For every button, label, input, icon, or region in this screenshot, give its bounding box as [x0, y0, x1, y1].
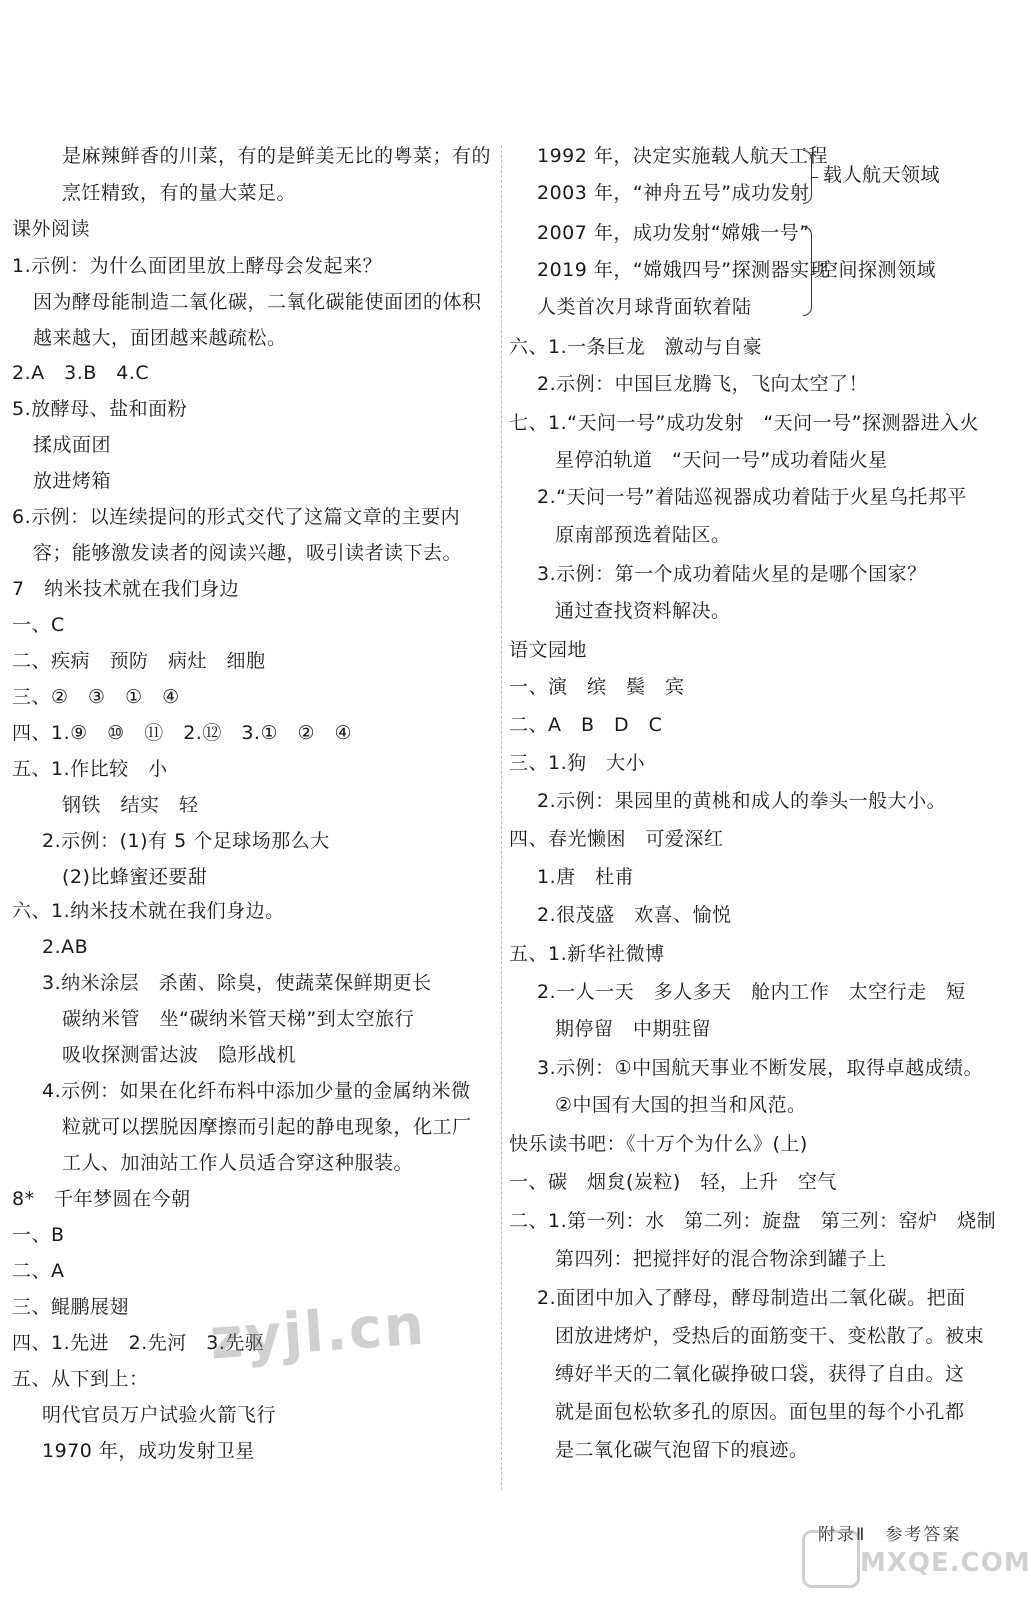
- answer-line: 二、疾病 预防 病灶 细胞: [12, 650, 266, 672]
- column-divider: [501, 145, 502, 1490]
- answer-line: 是二氧化碳气泡留下的痕迹。: [555, 1439, 809, 1461]
- answer-line: 2.AB: [42, 936, 89, 958]
- answer-line: 一、B: [12, 1224, 65, 1246]
- answer-line: 原南部预选着陆区。: [555, 524, 731, 546]
- answer-line: 缚好半天的二氧化碳挣破口袋，获得了自由。这: [555, 1363, 965, 1385]
- timeline-item: 2003 年，“神舟五号”成功发射: [537, 182, 810, 204]
- answer-line: 粒就可以摆脱因摩擦而引起的静电现象，化工厂: [62, 1116, 472, 1138]
- timeline-group-label: 空间探测领域: [819, 259, 937, 281]
- answer-line: 2.面团中加入了酵母，酵母制造出二氧化碳。把面: [537, 1287, 966, 1309]
- answer-line: 因为酵母能制造二氧化碳，二氧化碳能使面团的体积: [33, 291, 482, 313]
- answer-line: 2.“天问一号”着陆巡视器成功着陆于火星乌托邦平: [537, 486, 967, 508]
- answer-line: 一、C: [12, 614, 65, 636]
- answer-line: 四、1.先进 2.先河 3.先驱: [12, 1332, 265, 1354]
- answer-line: 就是面包松软多孔的原因。面包里的每个小孔都: [555, 1401, 965, 1423]
- answer-line: 揉成面团: [33, 434, 112, 456]
- timeline-item: 2019 年，“嫦娥四号”探测器实现: [537, 259, 830, 281]
- answer-line: 2.示例：中国巨龙腾飞，飞向太空了！: [537, 373, 869, 395]
- answer-line: 三、② ③ ① ④: [12, 686, 180, 708]
- answer-line: 六、1.纳米技术就在我们身边。: [12, 900, 285, 922]
- answer-line: 三、1.狗 大小: [509, 752, 646, 774]
- timeline-item: 人类首次月球背面软着陆: [537, 296, 752, 318]
- answer-line: 2.A 3.B 4.C: [12, 362, 150, 384]
- timeline-group-label: 载人航天领域: [823, 164, 941, 186]
- answer-line: 6.示例：以连续提问的形式交代了这篇文章的主要内: [12, 506, 461, 528]
- answer-line: 1970 年，成功发射卫星: [42, 1440, 255, 1462]
- answer-line: 一、碳 烟炱(炭粒) 轻，上升 空气: [509, 1171, 837, 1193]
- answer-line: 期停留 中期驻留: [555, 1018, 712, 1040]
- answer-line: 2.很茂盛 欢喜、愉悦: [537, 904, 732, 926]
- answer-line: 3.示例：①中国航天事业不断发展，取得卓越成绩。: [537, 1057, 984, 1079]
- section-heading: 快乐读书吧：《十万个为什么》(上): [509, 1133, 808, 1155]
- answer-line: 放进烤箱: [33, 470, 112, 492]
- answer-line: 烹饪精致，有的量大菜足。: [62, 182, 297, 204]
- watermark-logo-box: [802, 1530, 860, 1588]
- answer-line: 2.示例：果园里的黄桃和成人的拳头一般大小。: [537, 790, 947, 812]
- page-footer: 附录Ⅱ 参考答案: [818, 1525, 962, 1545]
- answer-line: 星停泊轨道 “天问一号”成功着陆火星: [555, 449, 888, 471]
- answer-line: 五、1.新华社微博: [509, 943, 665, 965]
- answer-line: 吸收探测雷达波 隐形战机: [62, 1044, 297, 1066]
- answer-line: 团放进烤炉，受热后的面筋变干、变松散了。被束: [555, 1325, 985, 1347]
- lesson-title: 7 纳米技术就在我们身边: [12, 578, 240, 600]
- answer-line: 4.示例：如果在化纤布料中添加少量的金属纳米微: [42, 1080, 471, 1102]
- answer-line: 四、1.⑨ ⑩ ⑪ 2.⑫ 3.① ② ④: [12, 722, 353, 744]
- answer-line: 四、春光懒困 可爱深红: [509, 828, 724, 850]
- answer-line: 1.唐 杜甫: [537, 866, 635, 888]
- timeline-item: 1992 年，决定实施载人航天工程: [537, 145, 828, 167]
- answer-line: 5.放酵母、盐和面粉: [12, 398, 188, 420]
- answer-line: 第四列：把搅拌好的混合物涂到罐子上: [555, 1248, 887, 1270]
- answer-line: 越来越大，面团越来越疏松。: [33, 327, 287, 349]
- answer-line: 明代官员万户试验火箭飞行: [42, 1404, 277, 1426]
- answer-line: 三、鲲鹏展翅: [12, 1296, 130, 1318]
- answer-line: 2.一人一天 多人多天 舱内工作 太空行走 短: [537, 981, 966, 1003]
- answer-line: 六、1.一条巨龙 激动与自豪: [509, 336, 763, 358]
- answer-line: 二、1.第一列：水 第二列：旋盘 第三列：窑炉 烧制: [509, 1210, 997, 1232]
- answer-line: 容；能够激发读者的阅读兴趣，吸引读者读下去。: [33, 542, 463, 564]
- answer-line: 是麻辣鲜香的川菜，有的是鲜美无比的粤菜；有的: [62, 145, 492, 167]
- answer-line: 五、从下到上：: [12, 1368, 149, 1390]
- answer-line: 一、演 缤 鬓 宾: [509, 676, 685, 698]
- answer-line: 二、A B D C: [509, 714, 663, 736]
- timeline-item: 2007 年，成功发射“嫦娥一号”: [537, 222, 810, 244]
- lesson-title: 8* 千年梦圆在今朝: [12, 1188, 191, 1210]
- answer-line: 3.纳米涂层 杀菌、除臭，使蔬菜保鲜期更长: [42, 972, 432, 994]
- watermark-mxqe: MXQE.COM: [860, 1548, 1031, 1578]
- answer-line: 二、A: [12, 1260, 65, 1282]
- answer-line: 3.示例：第一个成功着陆火星的是哪个国家？: [537, 563, 927, 585]
- section-heading: 课外阅读: [12, 218, 91, 240]
- answer-line: 工人、加油站工作人员适合穿这种服装。: [62, 1152, 414, 1174]
- answer-line: 五、1.作比较 小: [12, 758, 168, 780]
- answer-line: 通过查找资料解决。: [555, 600, 731, 622]
- brace: [803, 226, 812, 316]
- answer-line: 七、1.“天问一号”成功发射 “天问一号”探测器进入火: [509, 412, 980, 434]
- watermark-zyjl: zyjl.cn: [207, 1292, 428, 1373]
- answer-line: ②中国有大国的担当和风范。: [555, 1094, 807, 1116]
- answer-line: 2.示例：(1)有 5 个足球场那么大: [42, 830, 330, 852]
- answer-line: 1.示例：为什么面团里放上酵母会发起来？: [12, 255, 383, 277]
- answer-line: (2)比蜂蜜还要甜: [62, 866, 208, 888]
- brace: [803, 150, 812, 204]
- answer-line: 碳纳米管 坐“碳纳米管天梯”到太空旅行: [62, 1008, 415, 1030]
- section-heading: 语文园地: [509, 639, 588, 661]
- answer-line: 钢铁 结实 轻: [62, 794, 199, 816]
